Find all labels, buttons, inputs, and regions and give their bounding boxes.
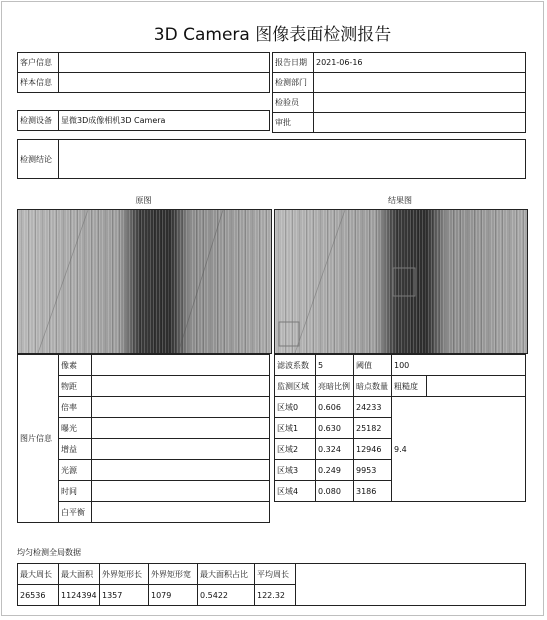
picture-info-group-label: 图片信息	[18, 355, 59, 523]
picture-info-label: 像素	[59, 355, 92, 376]
picture-info-value	[92, 355, 270, 376]
column-header: 最大面积	[59, 564, 100, 585]
region-header-row	[275, 376, 526, 397]
device-table	[17, 110, 270, 131]
result-image-texture	[275, 210, 527, 353]
info-row	[273, 53, 526, 73]
picture-info-label: 倍率	[59, 397, 92, 418]
global-value: 122.32	[255, 585, 296, 606]
picture-info-value	[92, 397, 270, 418]
value-spacer	[296, 585, 526, 606]
result-image-title: 结果图	[388, 196, 412, 205]
info-value	[59, 53, 270, 73]
picture-info-label: 物距	[59, 376, 92, 397]
info-label: 报告日期	[273, 53, 314, 73]
detection-params-table	[274, 354, 526, 502]
info-value: 显微3D成像相机3D Camera	[59, 111, 270, 131]
region-row	[275, 397, 526, 418]
filter-value: 5	[316, 355, 354, 376]
picture-info-value	[92, 460, 270, 481]
picture-info-label: 增益	[59, 439, 92, 460]
picture-info-table	[17, 354, 270, 523]
info-row	[18, 111, 270, 131]
info-label: 样本信息	[18, 73, 59, 93]
global-value: 26536	[18, 585, 59, 606]
roughness-value: 9.4	[392, 397, 526, 502]
global-data-title: 均匀检测全局数据	[17, 548, 81, 557]
original-image	[17, 209, 272, 354]
region-name: 区域1	[275, 418, 316, 439]
column-header: 外界矩形宽	[149, 564, 198, 585]
global-value: 0.5422	[198, 585, 255, 606]
info-value	[59, 73, 270, 93]
region-name: 区域0	[275, 397, 316, 418]
region-count: 25182	[354, 418, 392, 439]
region-name: 区域4	[275, 481, 316, 502]
conclusion-label: 检测结论	[18, 140, 59, 179]
region-name: 区域3	[275, 460, 316, 481]
info-label: 客户信息	[18, 53, 59, 73]
global-data-table	[17, 563, 526, 606]
region-count: 12946	[354, 439, 392, 460]
info-value	[314, 73, 526, 93]
info-row	[18, 53, 270, 73]
info-value: 2021-06-16	[314, 53, 526, 73]
global-value: 1124394	[59, 585, 100, 606]
info-row	[273, 113, 526, 133]
column-header: 外界矩形长	[100, 564, 149, 585]
column-header: 监测区域	[275, 376, 316, 397]
info-left-table	[17, 52, 270, 93]
region-name: 区域2	[275, 439, 316, 460]
original-image-title: 原图	[135, 196, 152, 205]
column-header: 暗点数量	[354, 376, 392, 397]
info-label: 审批	[273, 113, 314, 133]
original-image-texture	[18, 210, 271, 353]
region-ratio: 0.249	[316, 460, 354, 481]
info-value	[314, 113, 526, 133]
region-count: 3186	[354, 481, 392, 502]
region-ratio: 0.630	[316, 418, 354, 439]
picture-info-label: 白平衡	[59, 502, 92, 523]
filter-label: 滤波系数	[275, 355, 316, 376]
global-header-row	[18, 564, 526, 585]
conclusion-value	[59, 140, 526, 179]
header-spacer	[427, 376, 526, 397]
picture-info-value	[92, 502, 270, 523]
info-label: 检验员	[273, 93, 314, 113]
global-value-row	[18, 585, 526, 606]
report-page	[1, 1, 544, 616]
column-header: 最大面积占比	[198, 564, 255, 585]
region-ratio: 0.606	[316, 397, 354, 418]
region-ratio: 0.080	[316, 481, 354, 502]
picture-info-value	[92, 418, 270, 439]
region-ratio: 0.324	[316, 439, 354, 460]
info-label: 检测部门	[273, 73, 314, 93]
conclusion-table	[17, 139, 526, 179]
threshold-value: 100	[392, 355, 526, 376]
result-image	[274, 209, 528, 354]
region-count: 9953	[354, 460, 392, 481]
picture-info-row	[18, 355, 270, 376]
column-header: 粗糙度	[392, 376, 427, 397]
info-row	[273, 73, 526, 93]
picture-info-value	[92, 439, 270, 460]
picture-info-value	[92, 481, 270, 502]
info-right-table	[272, 52, 526, 133]
global-value: 1357	[100, 585, 149, 606]
picture-info-label: 光源	[59, 460, 92, 481]
header-spacer	[296, 564, 526, 585]
picture-info-value	[92, 376, 270, 397]
column-header: 最大周长	[18, 564, 59, 585]
global-value: 1079	[149, 585, 198, 606]
info-row	[273, 93, 526, 113]
picture-info-label: 曝光	[59, 418, 92, 439]
column-header: 亮暗比例	[316, 376, 354, 397]
report-title: 3D Camera 图像表面检测报告	[153, 25, 392, 45]
info-row	[18, 73, 270, 93]
filter-row	[275, 355, 526, 376]
region-count: 24233	[354, 397, 392, 418]
info-label: 检测设备	[18, 111, 59, 131]
info-value	[314, 93, 526, 113]
conclusion-row	[18, 140, 526, 179]
column-header: 平均周长	[255, 564, 296, 585]
picture-info-label: 时间	[59, 481, 92, 502]
threshold-label: 阈值	[354, 355, 392, 376]
